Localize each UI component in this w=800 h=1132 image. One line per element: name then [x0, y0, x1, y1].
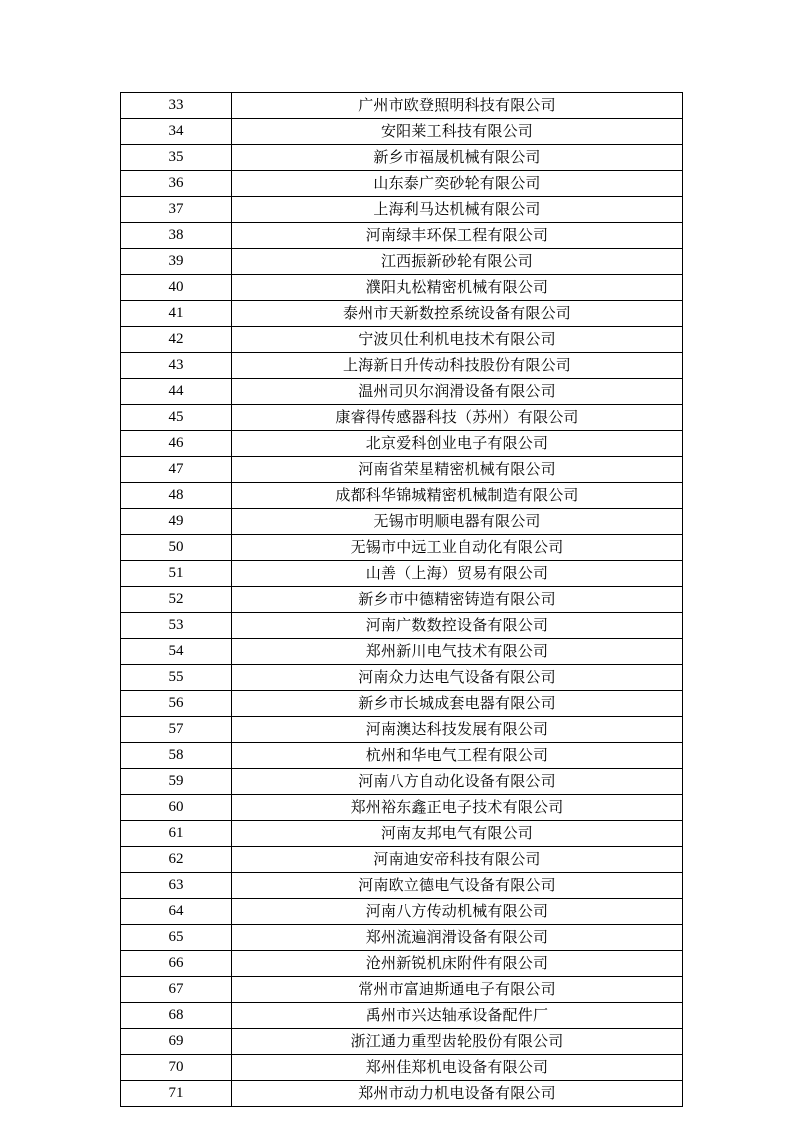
row-index-cell: 71: [121, 1081, 232, 1107]
company-list-table: [120, 92, 683, 1107]
company-name-cell: 河南众力达电气设备有限公司: [232, 665, 683, 691]
row-index-cell: 46: [121, 431, 232, 457]
row-index-cell: 65: [121, 925, 232, 951]
company-name-cell: 新乡市福晟机械有限公司: [232, 145, 683, 171]
table-row: [121, 431, 683, 457]
table-row: [121, 665, 683, 691]
company-name-cell: 河南广数数控设备有限公司: [232, 613, 683, 639]
table-row: [121, 821, 683, 847]
table-row: [121, 795, 683, 821]
table-row: [121, 535, 683, 561]
row-index-cell: 66: [121, 951, 232, 977]
table-row: [121, 301, 683, 327]
company-name-cell: 常州市富迪斯通电子有限公司: [232, 977, 683, 1003]
row-index-cell: 53: [121, 613, 232, 639]
company-name-cell: 新乡市长城成套电器有限公司: [232, 691, 683, 717]
company-name-cell: 河南八方自动化设备有限公司: [232, 769, 683, 795]
table-row: [121, 899, 683, 925]
company-name-cell: 郑州市动力机电设备有限公司: [232, 1081, 683, 1107]
company-name-cell: 河南八方传动机械有限公司: [232, 899, 683, 925]
row-index-cell: 47: [121, 457, 232, 483]
row-index-cell: 36: [121, 171, 232, 197]
company-name-cell: 濮阳丸松精密机械有限公司: [232, 275, 683, 301]
table-row: [121, 951, 683, 977]
company-name-cell: 康睿得传感器科技（苏州）有限公司: [232, 405, 683, 431]
table-row: [121, 93, 683, 119]
table-row: [121, 561, 683, 587]
table-row: [121, 769, 683, 795]
row-index-cell: 54: [121, 639, 232, 665]
row-index-cell: 41: [121, 301, 232, 327]
company-name-cell: 河南省荣星精密机械有限公司: [232, 457, 683, 483]
row-index-cell: 69: [121, 1029, 232, 1055]
table-row: [121, 717, 683, 743]
company-name-cell: 无锡市明顺电器有限公司: [232, 509, 683, 535]
company-name-cell: 河南欧立德电气设备有限公司: [232, 873, 683, 899]
table-container: [120, 92, 680, 1107]
company-name-cell: 郑州流遍润滑设备有限公司: [232, 925, 683, 951]
row-index-cell: 52: [121, 587, 232, 613]
row-index-cell: 44: [121, 379, 232, 405]
table-row: [121, 223, 683, 249]
row-index-cell: 50: [121, 535, 232, 561]
row-index-cell: 49: [121, 509, 232, 535]
row-index-cell: 62: [121, 847, 232, 873]
row-index-cell: 67: [121, 977, 232, 1003]
table-row: [121, 977, 683, 1003]
company-name-cell: 郑州佳郑机电设备有限公司: [232, 1055, 683, 1081]
row-index-cell: 70: [121, 1055, 232, 1081]
company-name-cell: 沧州新锐机床附件有限公司: [232, 951, 683, 977]
table-row: [121, 275, 683, 301]
company-name-cell: 禹州市兴达轴承设备配件厂: [232, 1003, 683, 1029]
row-index-cell: 55: [121, 665, 232, 691]
company-name-cell: 山善（上海）贸易有限公司: [232, 561, 683, 587]
table-row: [121, 483, 683, 509]
company-name-cell: 成都科华锦城精密机械制造有限公司: [232, 483, 683, 509]
row-index-cell: 43: [121, 353, 232, 379]
row-index-cell: 64: [121, 899, 232, 925]
company-name-cell: 新乡市中德精密铸造有限公司: [232, 587, 683, 613]
row-index-cell: 39: [121, 249, 232, 275]
company-name-cell: 无锡市中远工业自动化有限公司: [232, 535, 683, 561]
row-index-cell: 37: [121, 197, 232, 223]
row-index-cell: 42: [121, 327, 232, 353]
row-index-cell: 60: [121, 795, 232, 821]
company-name-cell: 河南迪安帝科技有限公司: [232, 847, 683, 873]
row-index-cell: 59: [121, 769, 232, 795]
table-row: [121, 613, 683, 639]
table-row: [121, 873, 683, 899]
company-name-cell: 上海新日升传动科技股份有限公司: [232, 353, 683, 379]
company-name-cell: 宁波贝仕利机电技术有限公司: [232, 327, 683, 353]
company-name-cell: 江西振新砂轮有限公司: [232, 249, 683, 275]
company-name-cell: 河南友邦电气有限公司: [232, 821, 683, 847]
table-row: [121, 639, 683, 665]
table-row: [121, 249, 683, 275]
row-index-cell: 57: [121, 717, 232, 743]
table-row: [121, 1003, 683, 1029]
row-index-cell: 35: [121, 145, 232, 171]
table-row: [121, 509, 683, 535]
table-row: [121, 847, 683, 873]
table-row: [121, 743, 683, 769]
table-row: [121, 1029, 683, 1055]
company-name-cell: 郑州新川电气技术有限公司: [232, 639, 683, 665]
row-index-cell: 45: [121, 405, 232, 431]
row-index-cell: 34: [121, 119, 232, 145]
table-body: [121, 93, 683, 1107]
table-row: [121, 327, 683, 353]
row-index-cell: 51: [121, 561, 232, 587]
company-name-cell: 山东泰广奕砂轮有限公司: [232, 171, 683, 197]
table-row: [121, 145, 683, 171]
table-row: [121, 379, 683, 405]
row-index-cell: 58: [121, 743, 232, 769]
company-name-cell: 河南绿丰环保工程有限公司: [232, 223, 683, 249]
table-row: [121, 353, 683, 379]
company-name-cell: 上海利马达机械有限公司: [232, 197, 683, 223]
table-row: [121, 197, 683, 223]
company-name-cell: 杭州和华电气工程有限公司: [232, 743, 683, 769]
table-row: [121, 119, 683, 145]
company-name-cell: 北京爱科创业电子有限公司: [232, 431, 683, 457]
row-index-cell: 63: [121, 873, 232, 899]
table-row: [121, 405, 683, 431]
table-row: [121, 457, 683, 483]
row-index-cell: 40: [121, 275, 232, 301]
row-index-cell: 48: [121, 483, 232, 509]
company-name-cell: 浙江通力重型齿轮股份有限公司: [232, 1029, 683, 1055]
company-name-cell: 温州司贝尔润滑设备有限公司: [232, 379, 683, 405]
row-index-cell: 68: [121, 1003, 232, 1029]
company-name-cell: 安阳莱工科技有限公司: [232, 119, 683, 145]
table-row: [121, 1081, 683, 1107]
company-name-cell: 泰州市天新数控系统设备有限公司: [232, 301, 683, 327]
company-name-cell: 郑州裕东鑫正电子技术有限公司: [232, 795, 683, 821]
table-row: [121, 171, 683, 197]
row-index-cell: 38: [121, 223, 232, 249]
company-name-cell: 广州市欧登照明科技有限公司: [232, 93, 683, 119]
row-index-cell: 56: [121, 691, 232, 717]
row-index-cell: 33: [121, 93, 232, 119]
table-row: [121, 925, 683, 951]
table-row: [121, 587, 683, 613]
table-row: [121, 1055, 683, 1081]
row-index-cell: 61: [121, 821, 232, 847]
table-row: [121, 691, 683, 717]
company-name-cell: 河南澳达科技发展有限公司: [232, 717, 683, 743]
